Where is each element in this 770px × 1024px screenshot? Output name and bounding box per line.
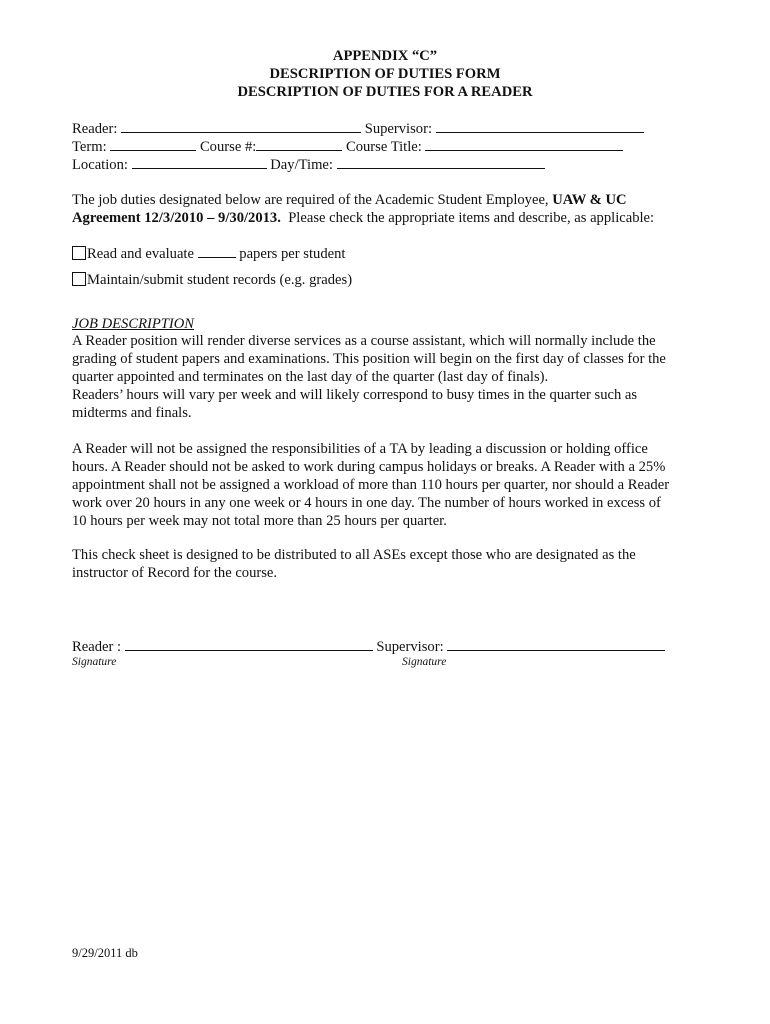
paragraph-line: This check sheet is designed to be distributed to all ASEs except those who are designated as the bbox=[72, 547, 636, 563]
papers-per-student-label: papers per student bbox=[235, 246, 346, 262]
supervisor-field[interactable] bbox=[436, 119, 644, 133]
job-paragraph-3 bbox=[72, 546, 702, 582]
reader-supervisor-row bbox=[72, 119, 644, 138]
footer-date: 9/29/2011 db bbox=[72, 946, 138, 960]
checklist-item-records bbox=[72, 271, 352, 289]
paragraph-line: 10 hours per week may not total more than 25 hours per quarter. bbox=[72, 513, 447, 529]
supervisor-label: Supervisor: bbox=[364, 121, 432, 137]
reader-signature-caption: Signature bbox=[72, 656, 117, 668]
daytime-field[interactable] bbox=[337, 155, 545, 169]
appendix-title: APPENDIX “C” bbox=[332, 48, 438, 64]
paragraph-line: instructor of Record for the course. bbox=[72, 565, 278, 581]
term-label: Term: bbox=[72, 139, 107, 155]
reader-label: Reader: bbox=[72, 121, 118, 137]
papers-count-field[interactable] bbox=[198, 244, 236, 258]
signature-row bbox=[72, 637, 665, 656]
intro-instruction: Please check the appropriate items and describe, as applicable: bbox=[280, 210, 655, 226]
course-title-field[interactable] bbox=[425, 137, 623, 151]
location-daytime-row bbox=[72, 155, 545, 174]
reader-signature-field[interactable] bbox=[125, 637, 373, 651]
records-checkbox[interactable] bbox=[72, 272, 86, 286]
intro-bold-agreement: Agreement 12/3/2010 – 9/30/2013. bbox=[72, 210, 281, 226]
paragraph-line: work over 20 hours in any one week or 4 hours in one day. The number of hours worked in excess of bbox=[72, 495, 661, 511]
paragraph-line: quarter appointed and terminates on the last day of the quarter (last day of finals). bbox=[72, 369, 549, 385]
form-title: DESCRIPTION OF DUTIES FORM bbox=[269, 66, 501, 82]
location-field[interactable] bbox=[132, 155, 267, 169]
intro-text: The job duties designated below are required of the Academic Student Employee, bbox=[72, 192, 553, 208]
course-number-field[interactable] bbox=[256, 137, 342, 151]
read-evaluate-label: Read and evaluate bbox=[87, 246, 198, 262]
form-subtitle: DESCRIPTION OF DUTIES FOR A READER bbox=[237, 84, 533, 100]
paragraph-line: A Reader position will render diverse services as a course assistant, which will normally include the bbox=[72, 333, 656, 349]
job-paragraph-2 bbox=[72, 440, 702, 530]
paragraph-line: A Reader will not be assigned the responsibilities of a TA by leading a discussion or holding office bbox=[72, 441, 648, 457]
course-title-label: Course Title: bbox=[345, 139, 422, 155]
reader-field[interactable] bbox=[121, 119, 361, 133]
job-paragraph-1 bbox=[72, 332, 702, 422]
supervisor-signature-field[interactable] bbox=[447, 637, 665, 651]
daytime-label: Day/Time: bbox=[270, 157, 333, 173]
checklist-item-read-evaluate bbox=[72, 244, 345, 263]
paragraph-line: Readers’ hours will vary per week and will likely correspond to busy times in the quarter such as bbox=[72, 387, 638, 403]
intro-bold-union: UAW & UC bbox=[552, 192, 627, 208]
course-number-label: Course #: bbox=[199, 139, 257, 155]
intro-line-1 bbox=[72, 191, 627, 209]
read-evaluate-checkbox[interactable] bbox=[72, 246, 86, 260]
records-label: Maintain/submit student records (e.g. grades) bbox=[87, 272, 353, 288]
job-description-heading: JOB DESCRIPTION bbox=[72, 316, 195, 332]
paragraph-line: appointment shall not be assigned a workload of more than 110 hours per quarter, nor should a Reader bbox=[72, 477, 670, 493]
reader-signature-label: Reader : bbox=[72, 639, 125, 655]
term-field[interactable] bbox=[110, 137, 196, 151]
location-label: Location: bbox=[72, 157, 128, 173]
term-course-row bbox=[72, 137, 623, 156]
paragraph-line: hours. A Reader should not be asked to work during campus holidays or breaks. A Reader with a 25% bbox=[72, 459, 666, 475]
supervisor-signature-caption: Signature bbox=[402, 656, 447, 668]
paragraph-line: grading of student papers and examinations. This position will begin on the first day of classes for the bbox=[72, 351, 666, 367]
paragraph-line: midterms and finals. bbox=[72, 405, 192, 421]
intro-line-2 bbox=[72, 209, 654, 227]
supervisor-signature-label: Supervisor: bbox=[372, 639, 448, 655]
